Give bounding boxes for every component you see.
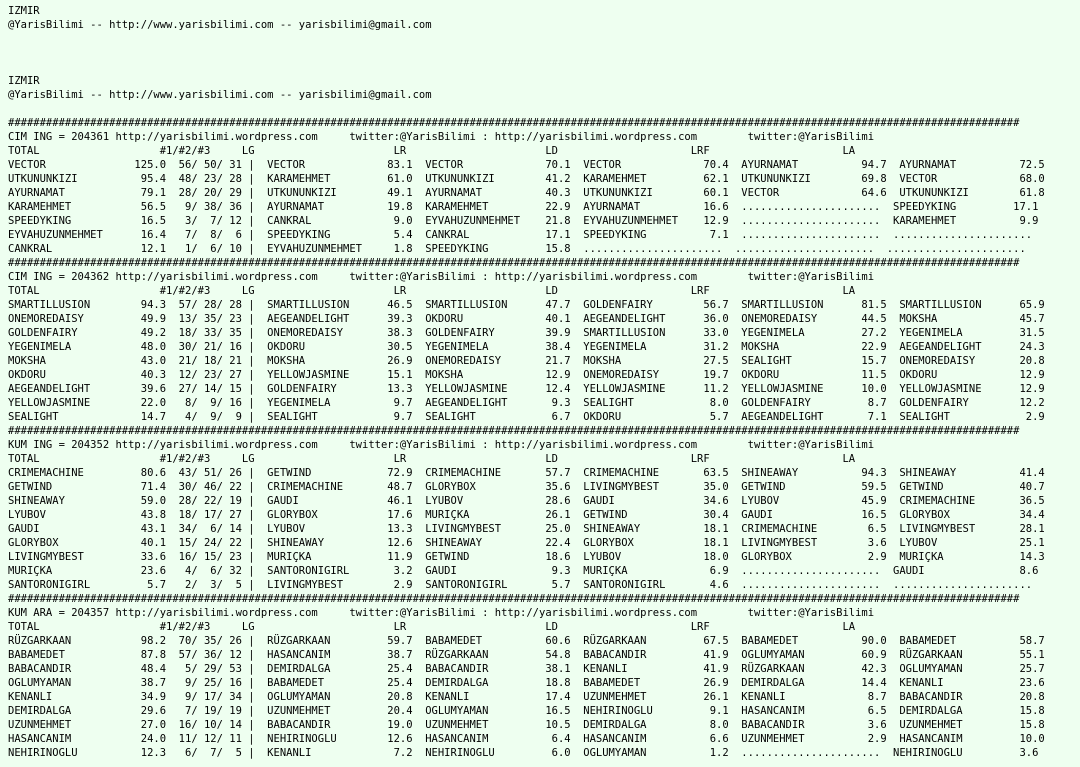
race-stats-report: [8, 116, 1080, 760]
section-divider: ################################################################################################################################################################: [8, 117, 1020, 129]
column-headers: TOTAL #1/#2/#3 LG LR LD LRF LA: [8, 621, 856, 633]
report-row: DEMIRDALGA 29.6 7/ 19/ 19 | UZUNMEHMET 20.4 OGLUMYAMAN 16.5 NEHIRINOGLU 9.1 HASANCANIM 6.5 DEMIRDALGA 15.8: [8, 705, 1045, 717]
report-row: SMARTILLUSION 94.3 57/ 28/ 28 | SMARTILLUSION 46.5 SMARTILLUSION 47.7 GOLDENFAIRY 56.7 SMARTILLUSION 81.5 SMARTILLUSION 65.9: [8, 299, 1045, 311]
report-row: CRIMEMACHINE 80.6 43/ 51/ 26 | GETWIND 72.9 CRIMEMACHINE 57.7 CRIMEMACHINE 63.5 SHINEAWAY 94.3 SHINEAWAY 41.4: [8, 467, 1045, 479]
report-row: LIVINGMYBEST 33.6 16/ 15/ 23 | MURIÇKA 11.9 GETWIND 18.6 LYUBOV 18.0 GLORYBOX 2.9 MURIÇKA 14.3: [8, 551, 1045, 563]
report-row: MURIÇKA 23.6 4/ 6/ 32 | SANTORONIGIRL 3.2 GAUDI 9.3 MURIÇKA 6.9 ...................... GAUDI 8.6: [8, 565, 1039, 577]
blank-line: [8, 32, 1080, 46]
section-divider: ################################################################################################################################################################: [8, 593, 1020, 605]
report-row: AYURNAMAT 79.1 28/ 20/ 29 | UTKUNUNKIZI 49.1 AYURNAMAT 40.3 UTKUNUNKIZI 60.1 VECTOR 64.6 UTKUNUNKIZI 61.8: [8, 187, 1045, 199]
column-headers: TOTAL #1/#2/#3 LG LR LD LRF LA: [8, 145, 856, 157]
report-row: GLORYBOX 40.1 15/ 24/ 22 | SHINEAWAY 12.6 SHINEAWAY 22.4 GLORYBOX 18.1 LIVINGMYBEST 3.6 LYUBOV 25.1: [8, 537, 1045, 549]
report-row: RÜZGARKAAN 98.2 70/ 35/ 26 | RÜZGARKAAN 59.7 BABAMEDET 60.6 RÜZGARKAAN 67.5 BABAMEDET 90.0 BABAMEDET 58.7: [8, 635, 1045, 647]
blank-line: [8, 102, 1080, 116]
report-row: KENANLI 34.9 9/ 17/ 34 | OGLUMYAMAN 20.8 KENANLI 17.4 UZUNMEHMET 26.1 KENANLI 8.7 BABACANDIR 20.8: [8, 691, 1045, 703]
race-header: KUM ING = 204352 http://yarisbilimi.wordpress.com twitter:@YarisBilimi : http://yarisbilimi.wordpress.com twitter:@YarisBilimi: [8, 439, 875, 451]
report-row: EYVAHUZUNMEHMET 16.4 7/ 8/ 6 | SPEEDYKING 5.4 CANKRAL 17.1 SPEEDYKING 7.1 ...................... ......................: [8, 229, 1033, 241]
blank-line: [8, 60, 1080, 74]
report-page: [8, 4, 1080, 767]
report-row: ONEMOREDAISY 49.9 13/ 35/ 23 | AEGEANDELIGHT 39.3 OKDORU 40.1 AEGEANDELIGHT 36.0 ONEMOREDAISY 44.5 MOKSHA 45.7: [8, 313, 1045, 325]
report-row: OGLUMYAMAN 38.7 9/ 25/ 16 | BABAMEDET 25.4 DEMIRDALGA 18.8 BABAMEDET 26.9 DEMIRDALGA 14.4 KENANLI 23.6: [8, 677, 1045, 689]
contact-line: @YarisBilimi -- http://www.yarisbilimi.com -- yarisbilimi@gmail.com: [8, 89, 432, 101]
section-divider: ################################################################################################################################################################: [8, 257, 1020, 269]
column-headers: TOTAL #1/#2/#3 LG LR LD LRF LA: [8, 453, 856, 465]
report-row: CANKRAL 12.1 1/ 6/ 10 | EYVAHUZUNMEHMET 1.8 SPEEDYKING 15.8 ...................... ...................... ......................: [8, 243, 1026, 255]
report-row: HASANCANIM 24.0 11/ 12/ 11 | NEHIRINOGLU 12.6 HASANCANIM 6.4 HASANCANIM 6.6 UZUNMEHMET 2.9 HASANCANIM 10.0: [8, 733, 1045, 745]
report-row: GAUDI 43.1 34/ 6/ 14 | LYUBOV 13.3 LIVINGMYBEST 25.0 SHINEAWAY 18.1 CRIMEMACHINE 6.5 LIVINGMYBEST 28.1: [8, 523, 1045, 535]
report-row: VECTOR 125.0 56/ 50/ 31 | VECTOR 83.1 VECTOR 70.1 VECTOR 70.4 AYURNAMAT 94.7 AYURNAMAT 72.5: [8, 159, 1045, 171]
report-row: SHINEAWAY 59.0 28/ 22/ 19 | GAUDI 46.1 LYUBOV 28.6 GAUDI 34.6 LYUBOV 45.9 CRIMEMACHINE 36.5: [8, 495, 1045, 507]
report-row: MOKSHA 43.0 21/ 18/ 21 | MOKSHA 26.9 ONEMOREDAISY 21.7 MOKSHA 27.5 SEALIGHT 15.7 ONEMOREDAISY 20.8: [8, 355, 1045, 367]
race-header: CIM ING = 204362 http://yarisbilimi.wordpress.com twitter:@YarisBilimi : http://yarisbilimi.wordpress.com twitter:@YarisBilimi: [8, 271, 875, 283]
city-title: IZMIR: [8, 5, 40, 17]
report-row: OKDORU 40.3 12/ 23/ 27 | YELLOWJASMINE 15.1 MOKSHA 12.9 ONEMOREDAISY 19.7 OKDORU 11.5 OKDORU 12.9: [8, 369, 1045, 381]
contact-line: @YarisBilimi -- http://www.yarisbilimi.com -- yarisbilimi@gmail.com: [8, 19, 432, 31]
report-row: UZUNMEHMET 27.0 16/ 10/ 14 | BABACANDIR 19.0 UZUNMEHMET 10.5 DEMIRDALGA 8.0 BABACANDIR 3.6 UZUNMEHMET 15.8: [8, 719, 1045, 731]
report-row: SEALIGHT 14.7 4/ 9/ 9 | SEALIGHT 9.7 SEALIGHT 6.7 OKDORU 5.7 AEGEANDELIGHT 7.1 SEALIGHT 2.9: [8, 411, 1045, 423]
report-row: GETWIND 71.4 30/ 46/ 22 | CRIMEMACHINE 48.7 GLORYBOX 35.6 LIVINGMYBEST 35.0 GETWIND 59.5 GETWIND 40.7: [8, 481, 1045, 493]
report-row: BABACANDIR 48.4 5/ 29/ 53 | DEMIRDALGA 25.4 BABACANDIR 38.1 KENANLI 41.9 RÜZGARKAAN 42.3 OGLUMYAMAN 25.7: [8, 663, 1045, 675]
city-title: IZMIR: [8, 75, 40, 87]
report-row: BABAMEDET 87.8 57/ 36/ 12 | HASANCANIM 38.7 RÜZGARKAAN 54.8 BABACANDIR 41.9 OGLUMYAMAN 60.9 RÜZGARKAAN 55.1: [8, 649, 1045, 661]
report-row: SPEEDYKING 16.5 3/ 7/ 12 | CANKRAL 9.0 EYVAHUZUNMEHMET 21.8 EYVAHUZUNMEHMET 12.9 ...................... KARAMEHMET 9.9: [8, 215, 1039, 227]
report-row: YELLOWJASMINE 22.0 8/ 9/ 16 | YEGENIMELA 9.7 AEGEANDELIGHT 9.3 SEALIGHT 8.0 GOLDENFAIRY 8.7 GOLDENFAIRY 12.2: [8, 397, 1045, 409]
section-divider: ################################################################################################################################################################: [8, 425, 1020, 437]
column-headers: TOTAL #1/#2/#3 LG LR LD LRF LA: [8, 285, 856, 297]
report-row: YEGENIMELA 48.0 30/ 21/ 16 | OKDORU 30.5 YEGENIMELA 38.4 YEGENIMELA 31.2 MOKSHA 22.9 AEGEANDELIGHT 24.3: [8, 341, 1045, 353]
report-row: GOLDENFAIRY 49.2 18/ 33/ 35 | ONEMOREDAISY 38.3 GOLDENFAIRY 39.9 SMARTILLUSION 33.0 YEGENIMELA 27.2 YEGENIMELA 31.5: [8, 327, 1045, 339]
report-row: SANTORONIGIRL 5.7 2/ 3/ 5 | LIVINGMYBEST 2.9 SANTORONIGIRL 5.7 SANTORONIGIRL 4.6 ...................... ......................: [8, 579, 1033, 591]
report-row: LYUBOV 43.8 18/ 17/ 27 | GLORYBOX 17.6 MURIÇKA 26.1 GETWIND 30.4 GAUDI 16.5 GLORYBOX 34.4: [8, 509, 1045, 521]
blank-line: [8, 46, 1080, 60]
report-row: UTKUNUNKIZI 95.4 48/ 23/ 28 | KARAMEHMET 61.0 UTKUNUNKIZI 41.2 KARAMEHMET 62.1 UTKUNUNKIZI 69.8 VECTOR 68.0: [8, 173, 1045, 185]
race-header: KUM ARA = 204357 http://yarisbilimi.wordpress.com twitter:@YarisBilimi : http://yarisbilimi.wordpress.com twitter:@YarisBilimi: [8, 607, 875, 619]
race-header: CIM ING = 204361 http://yarisbilimi.wordpress.com twitter:@YarisBilimi : http://yarisbilimi.wordpress.com twitter:@YarisBilimi: [8, 131, 875, 143]
report-row: AEGEANDELIGHT 39.6 27/ 14/ 15 | GOLDENFAIRY 13.3 YELLOWJASMINE 12.4 YELLOWJASMINE 11.2 YELLOWJASMINE 10.0 YELLOWJASMINE 12.9: [8, 383, 1045, 395]
report-row: KARAMEHMET 56.5 9/ 38/ 36 | AYURNAMAT 19.8 KARAMEHMET 22.9 AYURNAMAT 16.6 ...................... SPEEDYKING 17.1: [8, 201, 1039, 213]
report-row: NEHIRINOGLU 12.3 6/ 7/ 5 | KENANLI 7.2 NEHIRINOGLU 6.0 OGLUMYAMAN 1.2 ...................... NEHIRINOGLU 3.6: [8, 747, 1039, 759]
